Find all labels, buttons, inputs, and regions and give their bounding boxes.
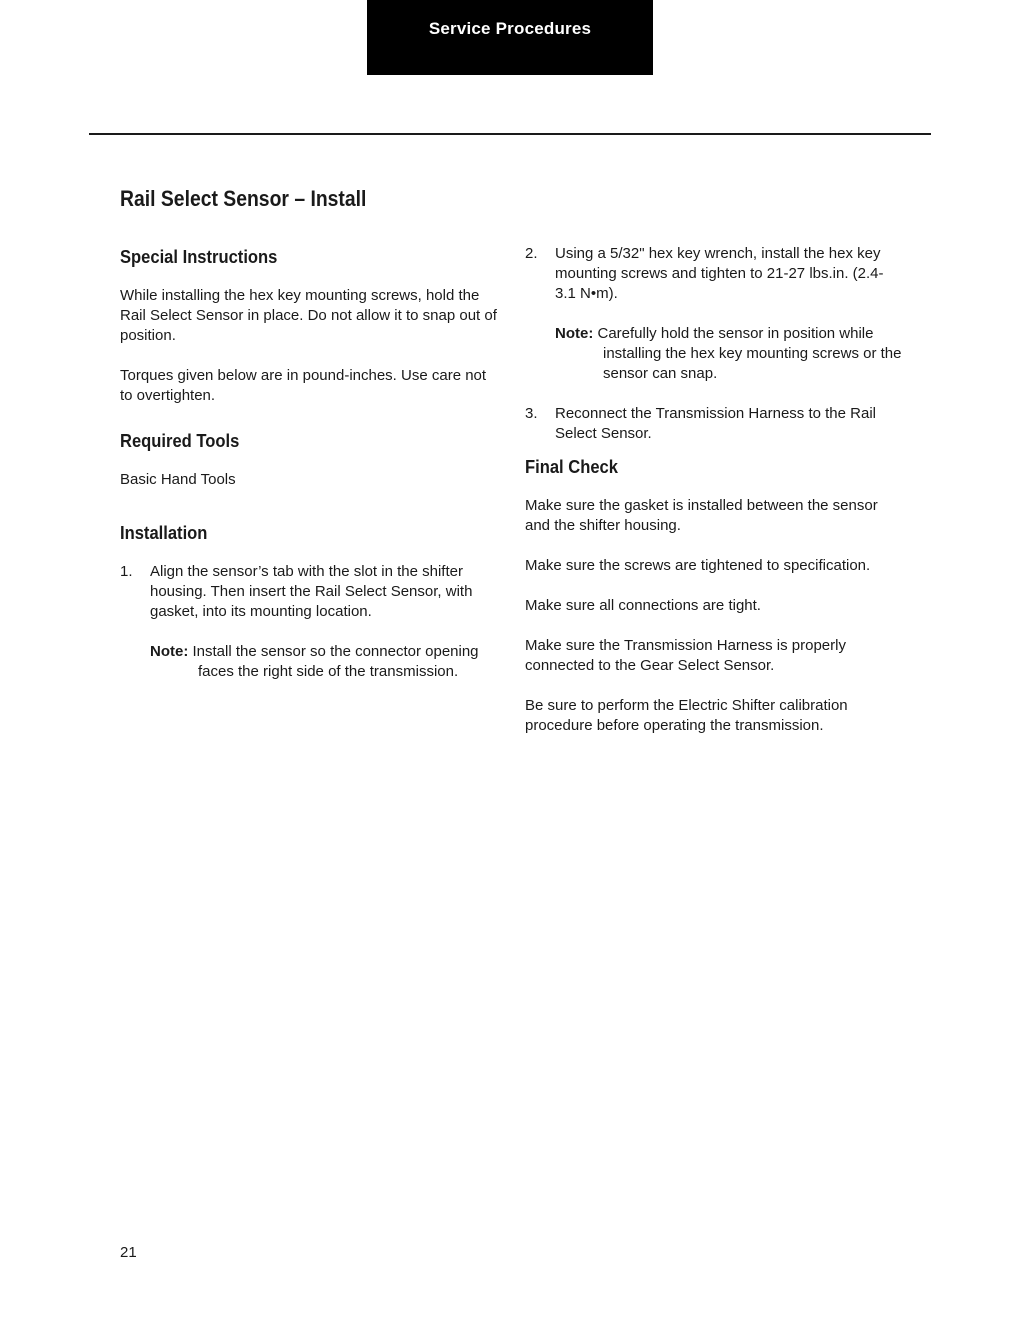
step-number: 1. xyxy=(120,563,133,580)
installation-heading: Installation xyxy=(120,523,208,543)
step-text: Align the sensor’s tab with the slot in the shifter housing. Then insert the Rail Select Sensor, with gasket, into its mounting location. xyxy=(150,563,473,620)
required-tools-text: Basic Hand Tools xyxy=(120,471,236,488)
note-text: Install the sensor so the connector opening faces the right side of the transmission. xyxy=(192,643,479,680)
final-check-paragraph: Make sure the screws are tightened to specification. xyxy=(525,557,871,574)
final-check-heading: Final Check xyxy=(525,457,618,477)
final-check-paragraph: Be sure to perform the Electric Shifter calibration procedure before operating the transmission. xyxy=(525,697,848,734)
special-instructions-heading: Special Instructions xyxy=(120,247,278,267)
note-label: Note: xyxy=(150,643,189,660)
section-tab xyxy=(367,0,653,75)
note-text: Carefully hold the sensor in position while installing the hex key mounting screws or the sensor can snap. xyxy=(597,325,902,382)
installation-step xyxy=(525,404,903,444)
right-column xyxy=(525,244,903,736)
final-check-paragraph: Make sure the Transmission Harness is properly connected to the Gear Select Sensor. xyxy=(525,637,846,674)
header-rule xyxy=(89,133,931,135)
installation-step xyxy=(525,244,903,384)
section-tab-label: Service Procedures xyxy=(428,19,592,38)
left-column xyxy=(120,244,498,682)
step-text: Reconnect the Transmission Harness to the Rail Select Sensor. xyxy=(555,405,876,442)
required-tools-heading: Required Tools xyxy=(120,431,240,451)
step-number: 2. xyxy=(525,245,538,262)
page-number: 21 xyxy=(120,1244,137,1261)
step-note xyxy=(120,642,498,682)
special-instructions-paragraph: While installing the hex key mounting screws, hold the Rail Select Sensor in place. Do not allow it to snap out of position. xyxy=(120,287,497,344)
page-title: Rail Select Sensor – Install xyxy=(120,186,367,211)
final-check-paragraph: Make sure the gasket is installed between the sensor and the shifter housing. xyxy=(525,497,878,534)
note-label: Note: xyxy=(555,325,594,342)
step-text: Using a 5/32" hex key wrench, install the hex key mounting screws and tighten to 21-27 lbs.in. (2.4-3.1 N•m). xyxy=(555,245,884,302)
step-note xyxy=(525,324,903,384)
step-number: 3. xyxy=(525,405,538,422)
final-check-paragraph: Make sure all connections are tight. xyxy=(525,597,761,614)
special-instructions-paragraph: Torques given below are in pound-inches. Use care not to overtighten. xyxy=(120,367,487,404)
installation-step xyxy=(120,562,498,682)
